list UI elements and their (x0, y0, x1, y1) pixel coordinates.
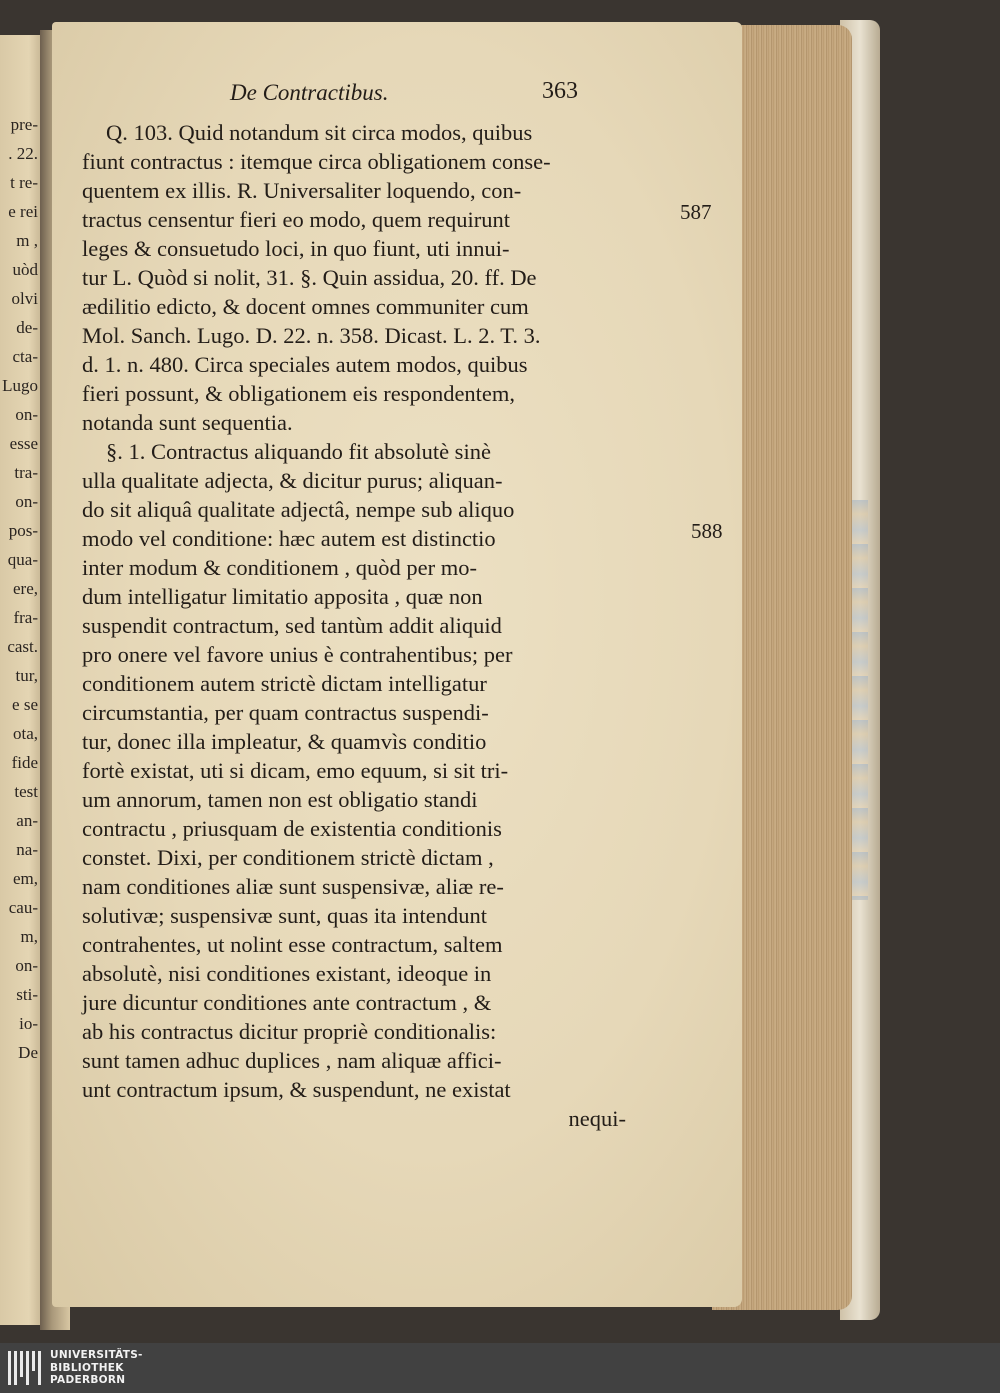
body-text (82, 118, 642, 1104)
left-margin-fragment: sti- (16, 985, 38, 1004)
left-margin-fragment: e rei (8, 202, 38, 221)
left-margin-fragment: e se (12, 695, 38, 714)
text-line: ulla qualitate adjecta, & dicitur purus; aliquan- (82, 468, 503, 493)
left-margin-fragment: m, (20, 927, 38, 946)
text-line: constet. Dixi, per conditionem strictè dictam , (82, 845, 494, 870)
text-line: Q. 103. Quid notandum sit circa modos, quibus (106, 120, 533, 145)
text-line: quentem ex illis. R. Universaliter loquendo, con- (82, 178, 522, 203)
text-line: unt contractum ipsum, & suspendunt, ne existat (82, 1077, 511, 1102)
library-name-line: PADERBORN (50, 1374, 126, 1386)
left-margin-fragment: on- (15, 405, 38, 424)
text-line: jure dicuntur conditiones ante contractum , & (82, 990, 492, 1015)
page-number: 363 (542, 78, 578, 104)
left-margin-fragment: tur, (15, 666, 38, 685)
left-margin-fragment: . 22. (8, 144, 38, 163)
text-line: nam conditiones aliæ sunt suspensivæ, aliæ re- (82, 874, 504, 899)
text-line: solutivæ; suspensivæ sunt, quas ita intendunt (82, 903, 488, 928)
library-name-line: BIBLIOTHEK (50, 1361, 124, 1374)
left-margin-fragment: t re- (10, 173, 38, 192)
margin-number: 587 (680, 200, 712, 224)
text-line: fieri possunt, & obligationem eis respondentem, (82, 381, 516, 406)
text-line: dum intelligatur limitatio apposita , quæ non (82, 584, 483, 609)
library-logo-icon (6, 1351, 42, 1385)
text-line: Mol. Sanch. Lugo. D. 22. n. 358. Dicast. L. 2. T. 3. (82, 323, 541, 348)
text-line: inter modum & conditionem , quòd per mo- (82, 555, 477, 580)
text-line: fortè existat, uti si dicam, emo equum, si sit tri- (82, 758, 509, 783)
library-footer (0, 1343, 1000, 1393)
page-text-block (82, 78, 723, 1133)
left-page-margin-text (0, 110, 40, 1067)
library-name (50, 1349, 143, 1387)
left-margin-fragment: uòd (12, 260, 38, 279)
left-margin-fragment: cta- (12, 347, 38, 366)
left-margin-fragment: de- (16, 318, 38, 337)
text-line: do sit aliquâ qualitate adjectâ, nempe sub aliquo (82, 497, 515, 522)
text-line: d. 1. n. 480. Circa speciales autem modos, quibus (82, 352, 528, 377)
text-line: fiunt contractus : itemque circa obligationem conse- (82, 149, 551, 174)
left-margin-fragment: m , (16, 231, 38, 250)
text-line: leges & consuetudo loci, in quo fiunt, uti innui- (82, 236, 510, 261)
text-line: ædilitio edicto, & docent omnes communiter cum (82, 294, 529, 319)
left-margin-fragment: qua- (7, 550, 38, 569)
left-margin-fragment: test (14, 782, 38, 801)
text-line: tractus censentur fieri eo modo, quem requirunt (82, 207, 510, 232)
library-name-line: UNIVERSITÄTS- (50, 1349, 143, 1361)
left-margin-fragment: cau- (8, 898, 38, 917)
left-margin-fragment: io- (19, 1014, 38, 1033)
left-margin-fragment: pre- (10, 115, 38, 134)
left-margin-fragment: an- (16, 811, 38, 830)
text-line: conditionem autem strictè dictam intelligatur (82, 671, 487, 696)
left-margin-fragment: tra- (14, 463, 38, 482)
text-line: absolutè, nisi conditiones existant, ideoque in (82, 961, 492, 986)
left-margin-fragment: on- (15, 492, 38, 511)
running-head: De Contractibus. (230, 80, 389, 105)
margin-number: 588 (691, 519, 723, 543)
text-line: tur, donec illa impleatur, & quamvìs conditio (82, 729, 487, 754)
text-line: tur L. Quòd si nolit, 31. §. Quin assidua, 20. ff. De (82, 265, 537, 290)
text-line: um annorum, tamen non est obligatio standi (82, 787, 478, 812)
header-line (82, 78, 642, 118)
text-line: ab his contractus dicitur propriè conditionalis: (82, 1019, 497, 1044)
catchword: nequi- (568, 1106, 626, 1131)
left-margin-fragment: De (18, 1043, 38, 1062)
text-line: modo vel conditione: hæc autem est distinctio (82, 526, 496, 551)
left-margin-fragment: fide (11, 753, 38, 772)
text-line: contractu , priusquam de existentia conditionis (82, 816, 502, 841)
left-margin-fragment: cast. (7, 637, 38, 656)
left-margin-fragment: fra- (13, 608, 38, 627)
left-margin-fragment: Lugo (2, 376, 38, 395)
text-line: sunt tamen adhuc duplices , nam aliquæ affici- (82, 1048, 502, 1073)
left-margin-fragment: ota, (12, 724, 38, 743)
text-line: pro onere vel favore unius è contrahentibus; per (82, 642, 513, 667)
left-margin-fragment: olvi (11, 289, 38, 308)
left-margin-fragment: em, (12, 869, 38, 888)
left-margin-fragment: na- (16, 840, 38, 859)
left-margin-fragment: esse (9, 434, 38, 453)
left-margin-fragment: ere, (12, 579, 38, 598)
text-line: circumstantia, per quam contractus suspendi- (82, 700, 489, 725)
text-line: notanda sunt sequentia. (82, 410, 293, 435)
left-margin-fragment: pos- (8, 521, 38, 540)
text-line: suspendit contractum, sed tantùm addit aliquid (82, 613, 502, 638)
text-line: §. 1. Contractus aliquando fit absolutè sinè (106, 439, 491, 464)
left-margin-fragment: on- (15, 956, 38, 975)
text-line: contrahentes, ut nolint esse contractum, saltem (82, 932, 503, 957)
